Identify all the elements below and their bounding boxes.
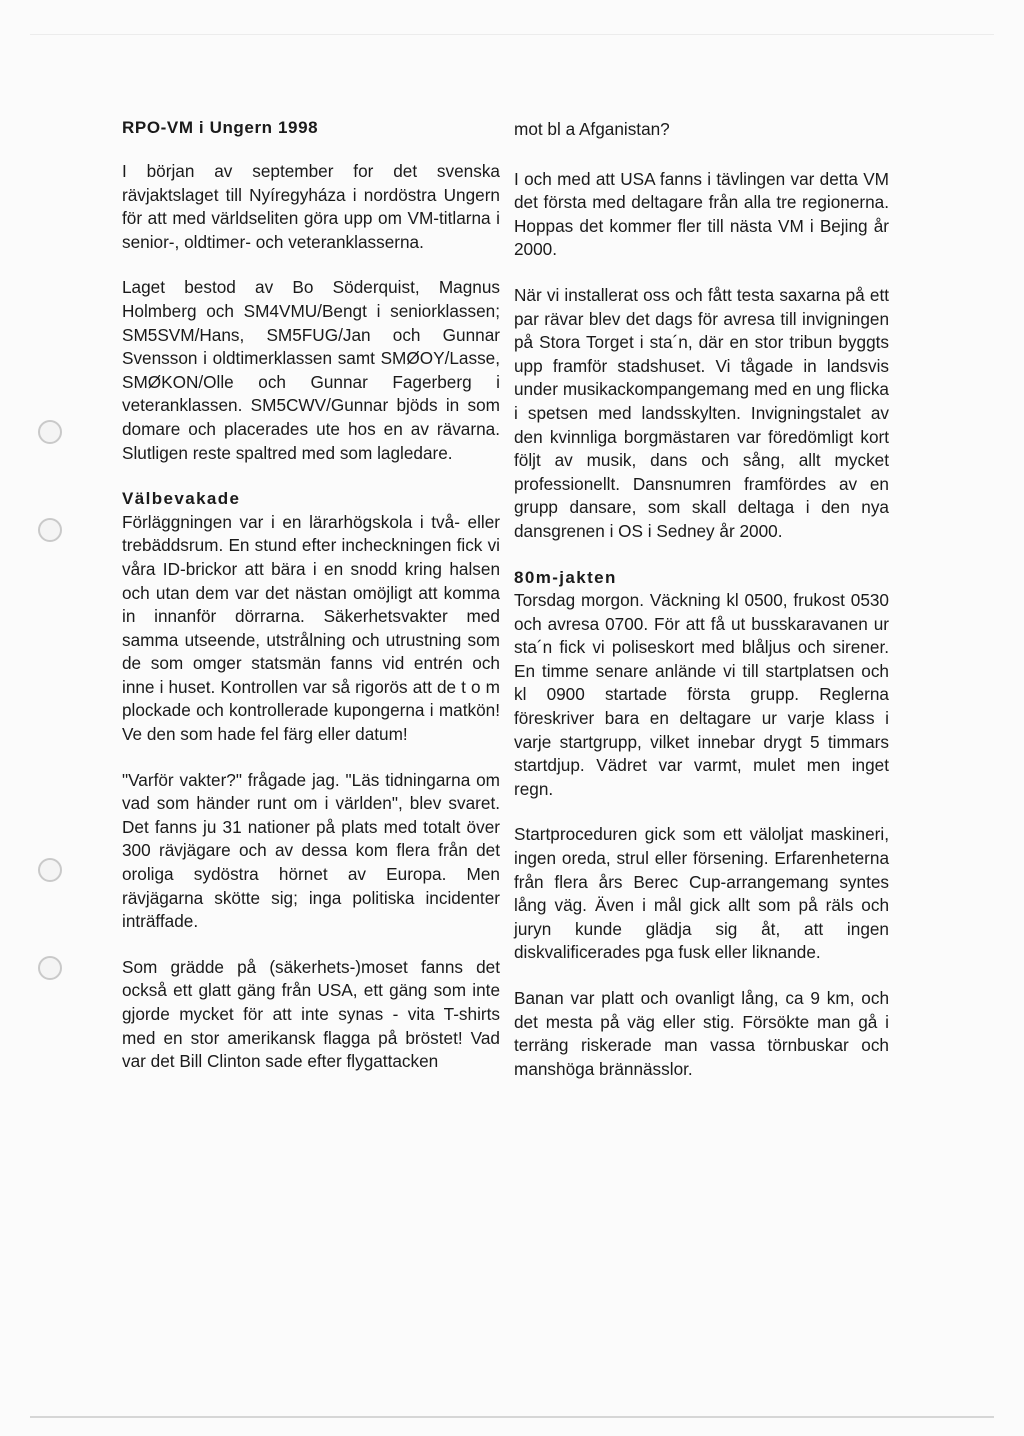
section-heading: Välbevakade (122, 489, 241, 509)
paragraph: Startproceduren gick som ett väloljat maskineri, ingen oreda, strul eller försening. Erfarenheterna från flera års Berec Cup-arrangemang syntes lång väg. Även i mål gick allt som på räls och juryn kunde glädja sig åt, att ingen diskvalificerades pga fusk eller liknande. (514, 824, 889, 963)
paragraph: Förläggningen var i en lärarhögskola i två- eller trebäddsrum. En stund efter incheckningen fick vi våra ID-brickor att bära i en snodd kring halsen och utan dem var det nästan omöjligt att komma in innanför dörrarna. Säkerhetsvakter med samma utseende, utstrålning och utrustning som de som omger statsmän fanns vid entrén och inne i huset. Kontrollen var så rigorös att de t o m plockade och kontrollerade kupongerna i matkön! Ve den som hade fel färg eller datum! (122, 511, 500, 745)
scan-edge-bottom (30, 1416, 994, 1418)
paragraph: Torsdag morgon. Väckning kl 0500, frukost 0530 och avresa 0700. För att få ut busskaravanen ur sta´n fick vi poliseskort med blåljus och sirener. En timme senare anlände vi till startplatsen och kl 0900 startade första grupp. Reglerna föreskriver bara en deltagare ur varje klass i varje startgrupp, vilket innebar drygt 5 timmars startdjup. Vädret var varmt, mulet men inget regn. (514, 590, 889, 799)
paragraph: När vi installerat oss och fått testa saxarna på ett par rävar blev det dags för avresa till invigningen på Stora Torget i sta´n, där en stor tribun byggts upp framför stadshuset. Vi tågade in landsvis under musikackompangemang med en ung flicka i spetsen med landsskylten. Invigningstalet av den kvinnliga borgmästaren var föredömligt kort följt av musik, dans och sång, allt mycket professionellt. Dansnumren framfördes av en grupp dansare, som skall deltaga i den nya dansgrenen i OS i Sedney år 2000. (514, 284, 889, 541)
paragraph: mot bl a Afganistan? (514, 119, 670, 139)
right-column (514, 118, 889, 1103)
left-column (122, 118, 500, 1096)
article-title: RPO-VM i Ungern 1998 (122, 118, 319, 137)
punch-hole (38, 420, 62, 444)
section-heading: 80m-jakten (514, 567, 617, 587)
paragraph: Banan var platt och ovanligt lång, ca 9 km, och det mesta på väg eller stig. Försökte man gå i terräng riskerade man vassa törnbuskar och manshöga brännässlor. (514, 988, 889, 1079)
scan-edge-top (30, 34, 994, 35)
paragraph: I och med att USA fanns i tävlingen var detta VM det första med deltagare från alla tre regionerna. Hoppas det kommer fler till nästa VM i Bejing år 2000. (514, 168, 889, 260)
paragraph: Som grädde på (säkerhets-)moset fanns det också ett glatt gäng från USA, ett gäng som inte gjorde mycket för att inte synas - vita T-shirts med en stor amerikansk flagga på bröstet! Vad var det Bill Clinton sade efter flygattacken (122, 956, 500, 1072)
punch-hole (38, 518, 62, 542)
punch-hole (38, 956, 62, 980)
punch-hole (38, 858, 62, 882)
paragraph: "Varför vakter?" frågade jag. "Läs tidningarna om vad som händer runt om i världen", blev svaret. Det fanns ju 31 nationer på plats med totalt över 300 rävjägare och av dessa kom flera från det oroliga sydöstra hörnet av Europa. Men rävjägarna skötte sig; inga politiska incidenter inträffade. (122, 769, 500, 932)
paragraph: Laget bestod av Bo Söderquist, Magnus Holmberg och SM4VMU/Bengt i seniorklassen; SM5SVM/Hans, SM5FUG/Jan och Gunnar Svensson i oldtimerklassen samt SMØOY/Lasse, SMØKON/Olle och Gunnar Fagerberg i veteranklassen. SM5CWV/Gunnar bjöds in som domare och placerades ute hos en av rävarna. Slutligen reste spaltred med som lagledare. (122, 277, 500, 463)
paragraph: I början av september for det svenska rävjaktslaget till Nyíregyháza i nordöstra Ungern för att med världseliten göra upp om VM-titlarna i senior-, oldtimer- och veteranklasserna. (122, 161, 500, 252)
